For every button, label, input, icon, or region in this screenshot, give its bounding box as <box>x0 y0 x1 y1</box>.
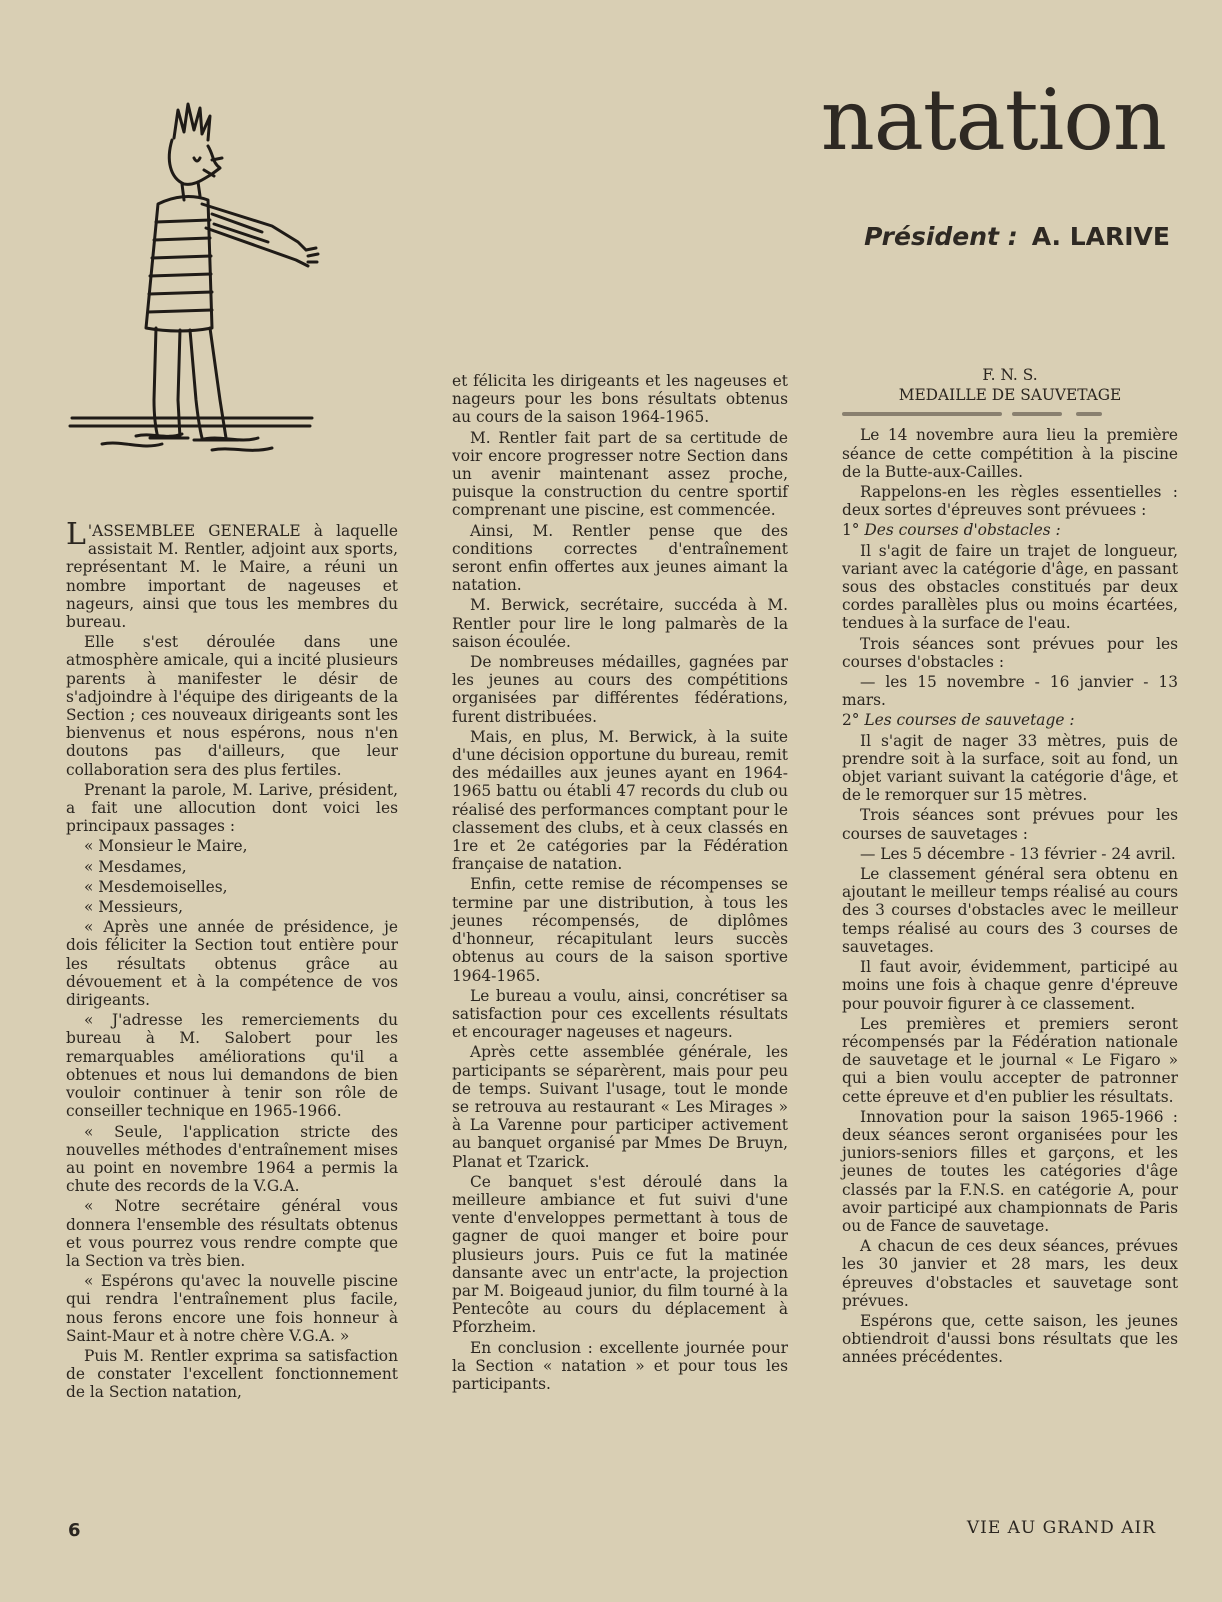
article-column-1 <box>66 517 398 1404</box>
list-heading <box>842 521 1178 539</box>
paragraph: — Les 5 décembre - 13 février - 24 avril. <box>860 844 1176 863</box>
paragraph: Ainsi, M. Rentler pense que des conditions correctes d'entraînement seront enfin offertes aux jeunes aimant la natation. <box>452 521 788 595</box>
paragraph: « Monsieur le Maire, <box>84 837 248 856</box>
magazine-name: VIE AU GRAND AIR <box>966 1518 1156 1538</box>
paragraph: — les 15 novembre - 16 janvier - 13 mars. <box>842 673 1178 710</box>
paragraph: Elle s'est déroulée dans une atmosphère amicale, qui a incité plusieurs parents à manifester le désir de s'adjoindre à l'équipe des dirigeants de la Section ; ces nouveaux dirigeants sont les bienvenus et nous espérons, nous n'en doutons pas d'ailleurs, que leur collaboration sera des plus fertiles. <box>66 633 398 779</box>
paragraph: A chacun de ces deux séances, prévues les 30 janvier et 28 mars, les deux épreuves d'obstacles et sauvetage sont prévues. <box>842 1237 1178 1310</box>
article-column-3 <box>842 366 1178 1369</box>
paragraph: En conclusion : excellente journée pour la Section « natation » et pour tous les participants. <box>452 1338 788 1393</box>
section-heading-fns: F. N. S. <box>982 366 1038 384</box>
president-label: Président : <box>864 222 1018 251</box>
paragraph: et félicita les dirigeants et les nageuses et nageurs pour les bons résultats obtenus au cours de la saison 1964-1965. <box>452 372 788 427</box>
paragraph: Trois séances sont prévues pour les courses d'obstacles : <box>842 634 1178 671</box>
paragraph: « Notre secrétaire général vous donnera l'ensemble des résultats obtenus et vous pourrez vous rendre compte que la Section va très bien. <box>66 1197 398 1270</box>
paragraph: Ce banquet s'est déroulé dans la meilleure ambiance et fut suivi d'une vente d'enveloppes permettant à tous de gagner de quoi manger et boire pour plusieurs jours. Puis ce fut la matinée dansante avec un entr'acte, la projection par M. Boigeaud junior, du film tourné à la Pentecôte au cours du déplacement à Pforzheim. <box>452 1172 788 1337</box>
paragraph: Il s'agit de nager 33 mètres, puis de prendre soit à la surface, soit au fond, un objet variant suivant la catégorie d'âge, et de le remorquer sur 15 mètres. <box>842 731 1178 805</box>
paragraph: « Mesdemoiselles, <box>84 877 228 896</box>
section-heading-medaille: MEDAILLE DE SAUVETAGE <box>898 386 1122 405</box>
paragraph: « Mesdames, <box>84 857 187 876</box>
paragraph: « Seule, l'application stricte des nouvelles méthodes d'entraînement mises au point en novembre 1964 a permis la chute des records de la V.G.A. <box>66 1122 398 1196</box>
list-heading <box>842 711 1178 729</box>
list-number: 2° <box>842 711 860 730</box>
paragraph: Puis M. Rentler exprima sa satisfaction de constater l'excellent fonctionnement de la Section natation, <box>66 1346 398 1402</box>
paragraph: L 'ASSEMBLEE GENERALE à laquelle assistait M. Rentler, adjoint aux sports, représentant M. le Maire, a réuni un nombre important de nageuses et nageurs, ainsi que tous les membres du bureau. <box>66 517 398 632</box>
paragraph: « Espérons qu'avec la nouvelle piscine qui rendra l'entraînement plus facile, nous ferons encore une fois honneur à Saint-Maur et à notre chère V.G.A. » <box>66 1272 398 1345</box>
list-number: 1° <box>842 521 860 540</box>
paragraph: Le bureau a voulu, ainsi, concrétiser sa satisfaction pour ces excellents résultats et encourager nageuses et nageurs. <box>452 986 788 1042</box>
page-title: natation <box>820 71 1166 169</box>
paragraph: Il faut avoir, évidemment, participé au moins une fois à chaque genre d'épreuve pour pouvoir figurer à ce classement. <box>842 958 1178 1013</box>
list-title: Les courses de sauvetage : <box>864 711 1075 730</box>
paragraph: Enfin, cette remise de récompenses se termine par une distribution, à tous les jeunes récompensés, de diplômes d'honneur, récapitulant leurs succès obtenus au cours de la saison sportive 1964-1965. <box>452 875 788 985</box>
paragraph: Espérons que, cette saison, les jeunes obtiendroit d'aussi bons résultats que les années précédentes. <box>842 1311 1178 1367</box>
paragraph: « J'adresse les remerciements du bureau à M. Salobert pour les remarquables améliorations qu'il a obtenues et nous lui demandons de bien vouloir continuer à tenir son rôle de conseiller technique en 1965-1966. <box>66 1011 398 1121</box>
paragraph: Il s'agit de faire un trajet de longueur, variant avec la catégorie d'âge, en passant sous des obstacles constitués par deux cordes parallèles plus ou moins écartées, tendues à la surface de l'eau. <box>842 541 1178 633</box>
paragraph: M. Berwick, secrétaire, succéda à M. Rentler pour lire le long palmarès de la saison écoulée. <box>452 596 788 651</box>
paragraph: M. Rentler fait part de sa certitude de voir encore progresser notre Section dans un avenir maintenant assez proche, puisque la construction du centre sportif comprenant une piscine, est commencée. <box>452 428 788 520</box>
paragraph: Le 14 novembre aura lieu la première séance de cette compétition à la piscine de la Butte-aux-Cailles. <box>842 426 1178 481</box>
president-line <box>864 222 1170 251</box>
paragraph: Après cette assemblée générale, les participants se séparèrent, mais pour peu de temps. Suivant l'usage, tout le monde se retrouva au restaurant « Les Mirages » à La Varenne pour participer activement au banquet organisé par Mmes De Bruyn, Planat et Tzarick. <box>452 1043 788 1171</box>
list-title: Des courses d'obstacles : <box>864 521 1061 540</box>
article-column-2 <box>452 372 788 1395</box>
paragraph: De nombreuses médailles, gagnées par les jeunes au cours des compétitions organisées par différentes fédérations, furent distribuées. <box>452 653 788 726</box>
paragraph: Rappelons-en les règles essentielles : deux sortes d'épreuves sont prévuees : <box>842 483 1178 520</box>
paragraph: Trois séances sont prévues pour les courses de sauvetages : <box>842 806 1178 843</box>
paragraph: Les premières et premiers seront récompensés par la Fédération nationale de sauvetage et le journal « Le Figaro » qui a bien voulu accepter de patronner cette épreuve et d'en publier les résultats. <box>842 1014 1178 1106</box>
paragraph: Prenant la parole, M. Larive, président, a fait une allocution dont voici les principaux passages : <box>66 780 398 836</box>
drop-cap: L <box>66 517 86 552</box>
paragraph: « Messieurs, <box>84 898 184 917</box>
smudged-rule-divider <box>842 410 1178 420</box>
paragraph: « Après une année de présidence, je dois féliciter la Section tout entière pour les résultats obtenus grâce au dévouement et à la compétence de vos dirigeants. <box>66 918 398 1010</box>
page-number: 6 <box>68 1520 81 1541</box>
paragraph: Le classement général sera obtenu en ajoutant le meilleur temps réalisé au cours des 3 courses d'obstacles avec le meilleur temps réalisé au cours des 3 courses de sauvetages. <box>842 865 1178 956</box>
president-name: A. LARIVE <box>1031 222 1170 251</box>
diver-cartoon-icon <box>62 100 322 470</box>
paragraph: Innovation pour la saison 1965-1966 : deux séances seront organisées pour les juniors-seniors filles et garçons, et les jeunes de toutes les catégories d'âge classés par la F.N.S. en catégorie A, pour avoir participé aux championnats de Paris ou de Fance de sauvetage. <box>842 1107 1178 1235</box>
paragraph: Mais, en plus, M. Berwick, à la suite d'une décision opportune du bureau, remit des médailles aux jeunes ayant en 1964-1965 battu ou établi 47 records du club ou réalisé des performances comptant pour le classement des clubs, et à ceux classés en 1re et 2e catégories par la Fédération française de natation. <box>452 727 788 874</box>
